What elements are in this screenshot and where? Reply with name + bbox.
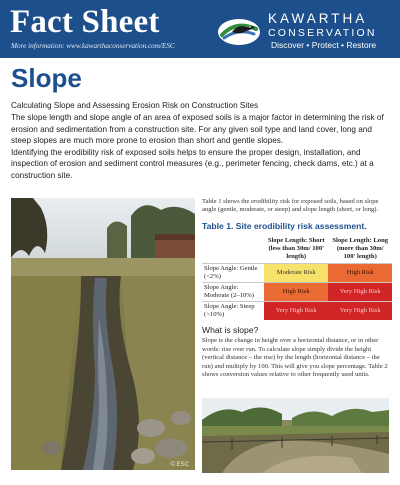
risk-cell: High Risk	[264, 283, 328, 302]
row-label-moderate: Slope Angle: Moderate (2–10%)	[202, 283, 264, 302]
header-banner	[0, 0, 400, 58]
table-row	[202, 264, 392, 283]
erodibility-risk-table	[202, 236, 392, 321]
brand-line-1: KAWARTHA	[268, 11, 368, 26]
row-label-gentle: Slope Angle: Gentle (<2%)	[202, 264, 264, 283]
brand-line-2: CONSERVATION	[268, 27, 377, 39]
header-short-length: Slope Length: Short (less than 30m/ 100' length)	[267, 236, 325, 261]
risk-cell: Very High Risk	[264, 302, 328, 321]
what-is-slope-heading: What is slope?	[202, 325, 259, 336]
table-intro-text: Table 1 shows the erodibility risk for exposed soils, based on slope angle (gentle, moderate, or steep) and slope length (short, or long).	[202, 198, 379, 214]
construction-site-photo	[202, 398, 389, 473]
intro-paragraph-1: The slope length and slope angle of an area of exposed soils is a major factor in determining the risk of erosion and sedimentation from a construction site. For any given soil type and land cover, long and steep slopes are much more prone to erosion than short and gentle slopes.	[11, 113, 384, 146]
page-title: Slope	[11, 63, 82, 93]
table-row	[202, 302, 392, 321]
table-caption: Table 1. Site erodibility risk assessment.	[202, 220, 367, 231]
creek-photo	[11, 198, 195, 470]
right-column	[202, 198, 392, 379]
more-info-link[interactable]: More information: www.kawarthaconservation.com/ESC	[11, 42, 175, 50]
risk-cell: Moderate Risk	[264, 264, 328, 283]
intro-heading: Calculating Slope and Assessing Erosion Risk on Construction Sites	[11, 101, 259, 110]
header-empty	[202, 236, 264, 264]
risk-cell: High Risk	[328, 264, 392, 283]
risk-cell: Very High Risk	[328, 283, 392, 302]
what-is-slope-body: Slope is the change in height over a horizontal distance, or in other words: rise over run. To calculate slope simply divide the height (vertical distance – the rise) by the length (horizontal distance – the run) and multiply by 100. This will give you slope percentage. Table 2 shows conversion values relative to other frequently used units.	[202, 337, 388, 379]
brand-name	[268, 12, 377, 40]
intro-paragraph-2: Identifying the erodibility risk of exposed soils helps to ensure the proper design, installation, and inspection of erosion and sediment control measures (e.g., perimeter fencing, check dams, etc.) at a construction site.	[11, 147, 374, 180]
brand-tagline: Discover • Protect • Restore	[271, 40, 377, 50]
header-long-length: Slope Length: Long (more than 30m/ 100' length)	[332, 236, 389, 261]
photo-copyright: © ESC	[170, 462, 189, 468]
risk-cell: Very High Risk	[328, 302, 392, 321]
table-header-row	[202, 236, 392, 264]
loon-logo-icon	[216, 10, 262, 48]
table-row	[202, 283, 392, 302]
intro-body	[11, 112, 393, 182]
row-label-steep: Slope Angle: Steep (>10%)	[202, 302, 264, 321]
fact-sheet-title: Fact Sheet	[10, 4, 160, 40]
